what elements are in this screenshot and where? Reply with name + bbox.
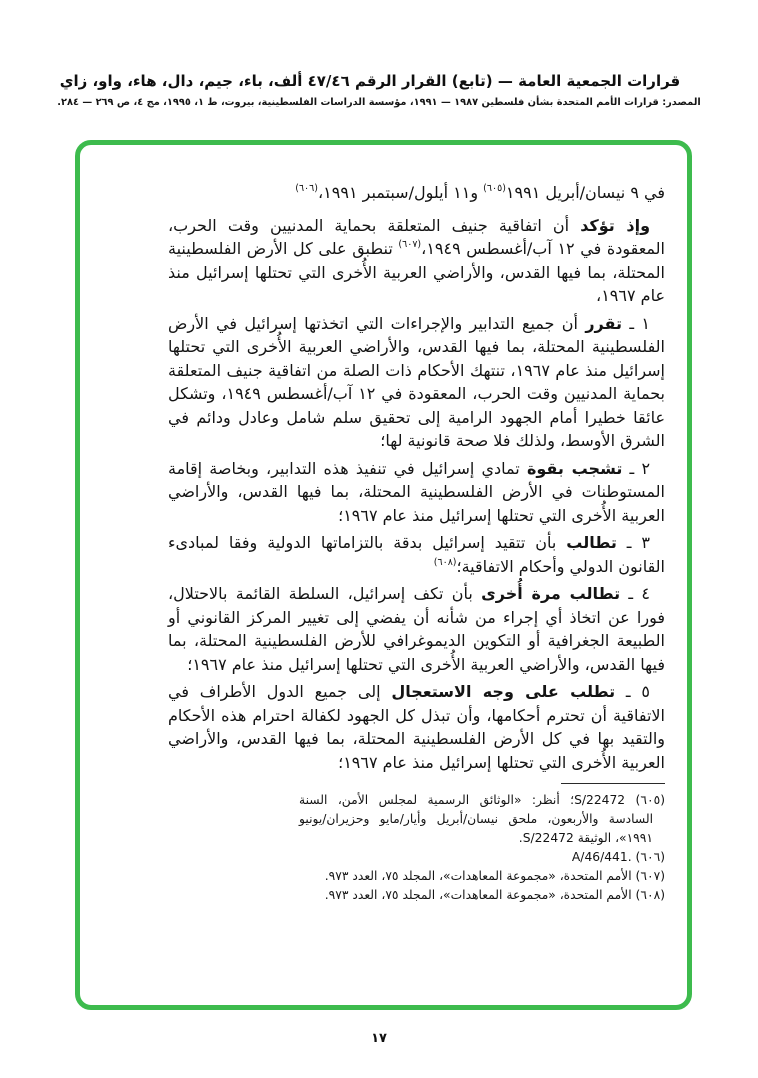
footnote-ref-605: (٦٠٥) <box>483 183 506 194</box>
clause-number: ٥ ـ <box>615 682 650 701</box>
footnotes-section <box>299 783 665 905</box>
clause-number: ٢ ـ <box>622 458 651 478</box>
paragraph-clause-2 <box>168 457 665 528</box>
clause-number: ٤ ـ <box>620 584 650 603</box>
paragraph-clause-3 <box>168 531 665 578</box>
footnote-606 <box>299 848 665 867</box>
footnote-divider <box>561 783 665 784</box>
footnote-text: S/22472؛ أنظر: «الوثائق الرسمية لمجلس الأمن، السنة السادسة والأربعون، ملحق نيسان/أبريل وأيار/مايو وحزيران/يونيو ١٩٩١»، الوثيقة S/22472. <box>299 793 653 845</box>
paragraph-preamble <box>168 214 665 308</box>
text-run: و١١ أيلول/سبتمبر ١٩٩١، <box>317 183 484 202</box>
footnote-marker: (٦٠٥) <box>635 793 665 807</box>
lead-phrase: تطلب على وجه الاستعجال <box>391 682 616 701</box>
text-run: تمادي إسرائيل في تنفيذ هذه التدابير، وبخاصة إقامة المستوطنات في الأرض الفلسطينية المحتلة، بما فيها القدس، والأراضي العربية الأُخرى التي تحتلها إسرائيل منذ عام ١٩٦٧؛ <box>168 458 665 525</box>
paragraph-dates <box>168 181 665 205</box>
footnote-text: A/46/441.‎ <box>571 850 632 864</box>
page-header <box>0 72 758 108</box>
paragraph-clause-1 <box>168 312 665 453</box>
lead-phrase: تقرر <box>585 313 623 333</box>
footnote-ref-608: (٦٠٨) <box>433 556 457 568</box>
text-run: في ٩ نيسان/أبريل ١٩٩١ <box>505 183 665 202</box>
clause-number: ١ ـ <box>622 313 651 333</box>
footnote-605 <box>299 791 665 848</box>
lead-phrase: تطالب <box>566 533 617 552</box>
footnote-607 <box>299 867 665 886</box>
resolution-text <box>168 181 665 905</box>
text-run: تنطبق على كل الأرض الفلسطينية المحتلة، بما فيها القدس، والأراضي العربية الأُخرى التي تحتلها إسرائيل منذ عام ١٩٦٧، <box>168 239 665 305</box>
footnote-ref-607: (٦٠٧) <box>398 239 422 250</box>
source-line: المصدر: قرارات الأمم المتحدة بشأن فلسطين ١٩٨٧ — ١٩٩١، مؤسسة الدراسات الفلسطينية، بيروت، ط ١، ١٩٩٥، مج ٤، ص ٢٦٩ — ٢٨٤. <box>57 97 701 108</box>
lead-phrase: وإذ تؤكد <box>580 215 651 235</box>
footnote-text: الأمم المتحدة، «مجموعة المعاهدات»، المجلد ٧٥، العدد ٩٧٣. <box>324 869 632 883</box>
lead-phrase: تطالب مرة أُخرى <box>481 584 621 603</box>
paragraph-clause-5 <box>168 680 665 774</box>
lead-phrase: تشجب بقوة <box>526 458 623 478</box>
clause-number: ٣ ـ <box>616 533 650 552</box>
page-number: ١٧ <box>371 1031 387 1046</box>
resolution-frame <box>75 140 692 1010</box>
footnote-marker: (٦٠٨) <box>635 888 665 902</box>
text-run: أن اتفاقية جنيف المتعلقة بحماية المدنيين وقت الحرب، المعقودة في ١٢ آب/أغسطس ١٩٤٩، <box>168 215 665 258</box>
paragraph-clause-4 <box>168 582 665 676</box>
footnote-ref-606: (٦٠٦) <box>295 183 318 194</box>
text-run: أن جميع التدابير والإجراءات التي اتخذتها إسرائيل في الأرض الفلسطينية المحتلة، بما فيها القدس، والأراضي العربية الأُخرى التي تحتلها إسرائيل منذ عام ١٩٦٧، تنتهك الأحكام ذات الصلة من اتفاقية جنيف المتعلقة بحماية المدنيين وقت الحرب، المعقودة في ١٢ آب/أغسطس ١٩٤٩، وتشكل عائقا خطيرا أمام الجهود الرامية إلى تحقيق سلم شامل وعادل ودائم في الشرق الأوسط، ولذلك فلا صحة قانونية لها؛ <box>168 313 666 450</box>
text-run: إلى جميع الدول الأطراف في الاتفاقية أن تحترم أحكامها، وأن تبذل كل الجهود لكفالة احترام هذه الأحكام والتقيد بها في كل الأرض الفلسطينية المحتلة، بما فيها القدس، والأراضي العربية الأُخرى التي تحتلها إسرائيل منذ عام ١٩٦٧؛ <box>168 682 665 772</box>
footnote-marker: (٦٠٦) <box>635 850 665 864</box>
page-title: قرارات الجمعية العامة — (تابع) القرار الرقم ٤٧/٤٦ ألف، باء، جيم، دال، هاء، واو، زاي <box>59 72 681 90</box>
footnote-marker: (٦٠٧) <box>635 869 665 883</box>
footnote-text: الأمم المتحدة، «مجموعة المعاهدات»، المجلد ٧٥، العدد ٩٧٣. <box>324 888 632 902</box>
text-run: بأن تتقيد إسرائيل بدقة بالتزاماتها الدولية وفقا لمبادىء القانون الدولي وأحكام الاتفاقية؛ <box>168 533 665 576</box>
text-run: بأن تكف إسرائيل، السلطة القائمة بالاحتلال، فورا عن اتخاذ أي إجراء من شأنه أن يفضي إلى تغيير المركز القانوني أو الطبيعة الجغرافية أو التكوين الديموغرافي للأرض الفلسطينية المحتلة، بما فيها القدس، والأراضي العربية الأُخرى التي تحتلها إسرائيل منذ عام ١٩٦٧؛ <box>168 584 665 674</box>
footnote-608 <box>299 886 665 905</box>
